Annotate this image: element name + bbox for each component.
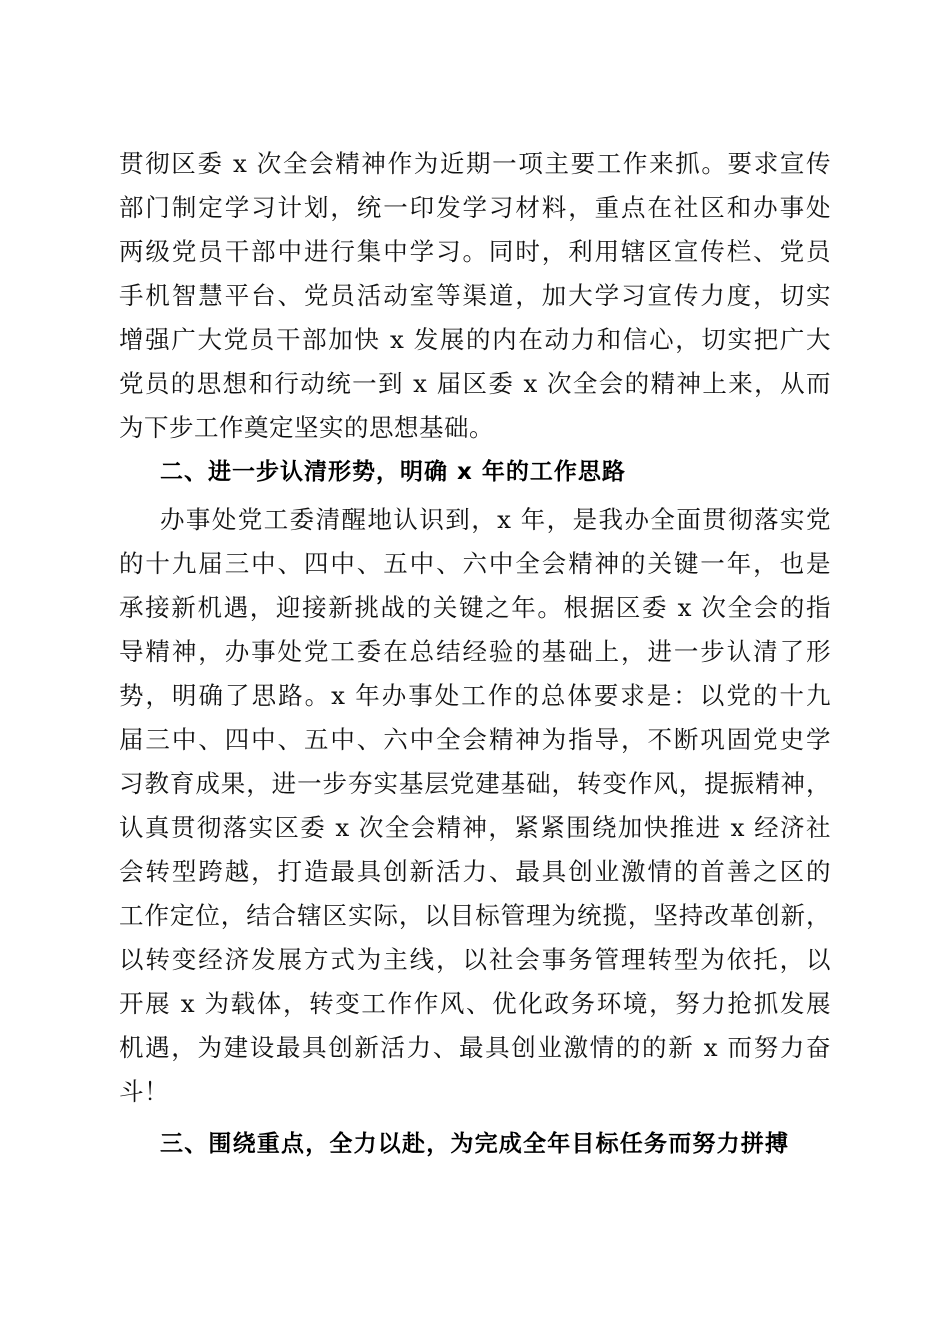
paragraph-2-line-2: 的十九届三中、四中、五中、六中全会精神的关键一年，也是 — [119, 549, 831, 578]
paragraph-1-line-1: 贯彻区委 x 次全会精神作为近期一项主要工作来抓。要求宣传 — [119, 149, 831, 178]
paragraph-2-line-8: 认真贯彻落实区委 x 次全会精神，紧紧围绕加快推进 x 经济社 — [119, 813, 831, 842]
paragraph-2-line-13: 机遇，为建设最具创新活力、最具创业激情的的新 x 而努力奋 — [119, 1033, 831, 1062]
paragraph-2-line-1: 办事处党工委清醒地认识到，x 年，是我办全面贯彻落实党 — [160, 505, 831, 534]
paragraph-2-line-5: 势，明确了思路。x 年办事处工作的总体要求是：以党的十九 — [119, 681, 831, 710]
paragraph-2-line-4: 导精神，办事处党工委在总结经验的基础上，进一步认清了形 — [119, 637, 831, 666]
section-heading-3: 三、围绕重点，全力以赴，为完成全年目标任务而努力拼搏 — [160, 1131, 790, 1157]
paragraph-2-line-12: 开展 x 为载体，转变工作作风、优化政务环境，努力抢抓发展 — [119, 989, 831, 1018]
paragraph-1-line-6: 党员的思想和行动统一到 x 届区委 x 次全会的精神上来，从而 — [119, 369, 831, 398]
paragraph-2-line-10: 工作定位，结合辖区实际，以目标管理为统揽，坚持改革创新， — [119, 901, 831, 930]
paragraph-1-line-5: 增强广大党员干部加快 x 发展的内在动力和信心，切实把广大 — [119, 325, 831, 354]
paragraph-2-line-14: 斗！ — [119, 1077, 169, 1106]
paragraph-2-line-7: 习教育成果，进一步夯实基层党建基础，转变作风，提振精神， — [119, 769, 831, 798]
paragraph-2-line-11: 以转变经济发展方式为主线，以社会事务管理转型为依托，以 — [119, 945, 831, 974]
paragraph-2-line-9: 会转型跨越，打造最具创新活力、最具创业激情的首善之区的 — [119, 857, 831, 886]
paragraph-1-line-3: 两级党员干部中进行集中学习。同时，利用辖区宣传栏、党员 — [119, 237, 831, 266]
paragraph-2-line-6: 届三中、四中、五中、六中全会精神为指导，不断巩固党史学 — [119, 725, 831, 754]
paragraph-1-line-2: 部门制定学习计划，统一印发学习材料，重点在社区和办事处 — [119, 193, 831, 222]
paragraph-1-line-7: 为下步工作奠定坚实的思想基础。 — [119, 413, 494, 442]
paragraph-2-line-3: 承接新机遇，迎接新挑战的关键之年。根据区委 x 次全会的指 — [119, 593, 831, 622]
paragraph-1-line-4: 手机智慧平台、党员活动室等渠道，加大学习宣传力度，切实 — [119, 281, 831, 310]
section-heading-2: 二、进一步认清形势，明确 x 年的工作思路 — [160, 459, 626, 485]
